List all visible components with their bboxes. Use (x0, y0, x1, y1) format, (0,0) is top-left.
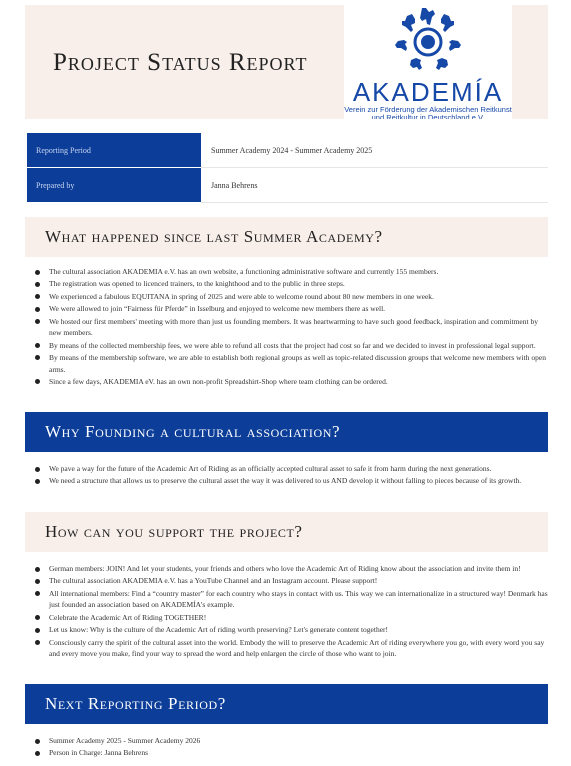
list-item: We were allowed to join “Fairness für Pferde” in Isselburg and enjoyed to welcome new members there as well. (33, 303, 548, 315)
reporting-period-label: Reporting Period (27, 133, 201, 167)
list-item: Consciously carry the spirit of the cultural asset into the world. Embody the will to preserve the Academic Art of riding everywhere you go, with every word you say and every move you make, find your way to spread the word and help enlargen the circle of those who want to join. (33, 637, 548, 660)
list-item: We experienced a fabulous EQUITANA in spring of 2025 and were able to welcome round about 80 new members in one week. (33, 291, 548, 303)
list-item: All international members: Find a “country master” for each country who stays in contact with us. This way we can internationalize in a structured way! Denmark has just founded an association based on AKADEMÍA's example. (33, 588, 548, 611)
list-item: Let us know: Why is the culture of the Academic Art of riding worth preserving? Let's generate content together! (33, 624, 548, 636)
list-item: The cultural association AKADEMIA e.V. has a YouTube Channel and an Instagram account. Please support! (33, 575, 548, 587)
section-heading-next-period: Next Reporting Period? (25, 684, 548, 724)
logo-subline-2: und Reitkultur in Deutschland e.V. (371, 113, 485, 119)
logo-wordmark: AKADEMÍA (352, 77, 504, 107)
list-item: By means of the membership software, we are able to establish both regional groups as well as topic-related discussion groups that welcome new members with open arms. (33, 352, 548, 375)
info-row-reporting-period (27, 133, 548, 167)
list-item: We need a structure that allows us to preserve the cultural asset the way it was delivered to us AND develop it without falling to pieces because of its growth. (33, 475, 548, 487)
list-item: German members: JOIN! And let your students, your friends and others who love the Academic Art of Riding know about the association and invite them in! (33, 563, 548, 575)
logo-subline-1: Verein zur Förderung der Akademischen Reitkunst (344, 105, 512, 114)
horse-emblem-icon (392, 6, 464, 74)
list-item: Summer Academy 2025 - Summer Academy 2026 (33, 735, 548, 747)
section-heading-how-support: How can you support the project? (25, 512, 548, 552)
why-founding-list (33, 463, 548, 488)
list-item: The registration was opened to licenced trainers, to the knighthood and to the public in three steps. (33, 278, 548, 290)
page-title: Project Status Report (53, 49, 308, 76)
list-item: By means of the collected membership fees, we were able to refund all costs that the project had cost so far and we decided to invest in professional legal support. (33, 340, 548, 352)
section-heading-what-happened: What happened since last Summer Academy? (25, 217, 548, 257)
what-happened-list (33, 266, 548, 388)
list-item: We hosted our first members' meeting with more than just us founding members. It was heartwarming to have such good feedback, inspiration and commitment by new members. (33, 316, 548, 339)
section-heading-why-founding: Why Founding a cultural association? (25, 412, 548, 452)
list-item: We pave a way for the future of the Academic Art of Riding as an officially accepted cultural asset to safe it from harm during the next generations. (33, 463, 548, 475)
reporting-period-value: Summer Academy 2024 - Summer Academy 2025 (211, 146, 373, 155)
table-divider (201, 202, 548, 203)
info-row-prepared-by (27, 168, 548, 202)
prepared-by-value: Janna Behrens (211, 181, 258, 190)
list-item: Person in Charge: Janna Behrens (33, 747, 548, 759)
akademia-logo (344, 5, 512, 119)
how-support-list (33, 563, 548, 661)
list-item: Since a few days, AKADEMIA eV. has an own non-profit Spreadshirt-Shop where team clothing can be ordered. (33, 376, 548, 388)
report-header (25, 5, 548, 119)
next-period-list (33, 735, 548, 760)
list-item: Celebrate the Academic Art of Riding TOGETHER! (33, 612, 548, 624)
prepared-by-label: Prepared by (27, 168, 201, 202)
list-item: The cultural association AKADEMIA e.V. has an own website, a functioning administrative software and currently 155 members. (33, 266, 548, 278)
